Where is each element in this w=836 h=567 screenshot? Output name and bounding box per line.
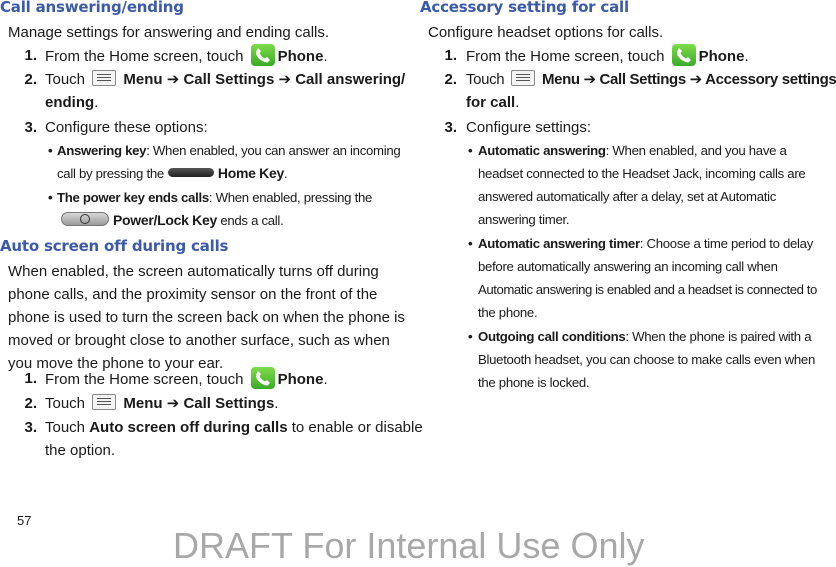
section-intro-paragraph: When enabled, the screen automatically turns off during phone calls, and the proximity sensor on the front of the phone is used to turn the screen back on when the phone is moved or brought close to another surface, such as when you move the phone to your ear. <box>8 263 405 372</box>
page-number: 57 <box>17 513 32 528</box>
section-heading-accessory-setting: Accessory setting for call <box>420 0 629 16</box>
menu-icon <box>92 70 116 86</box>
phone-icon <box>672 44 696 66</box>
menu-icon <box>511 70 535 86</box>
power-key-icon <box>61 212 109 226</box>
section-intro: Configure headset options for calls. <box>428 24 664 41</box>
section-intro: Manage settings for answering and ending calls. <box>8 24 330 41</box>
phone-icon <box>251 44 275 66</box>
section-heading-call-answering: Call answering/ending <box>0 0 184 16</box>
phone-icon <box>251 367 275 389</box>
home-key-icon <box>168 168 214 177</box>
draft-watermark: DRAFT For Internal Use Only <box>173 525 645 566</box>
section-heading-auto-screen-off: Auto screen off during calls <box>0 237 229 255</box>
menu-icon <box>92 394 116 410</box>
